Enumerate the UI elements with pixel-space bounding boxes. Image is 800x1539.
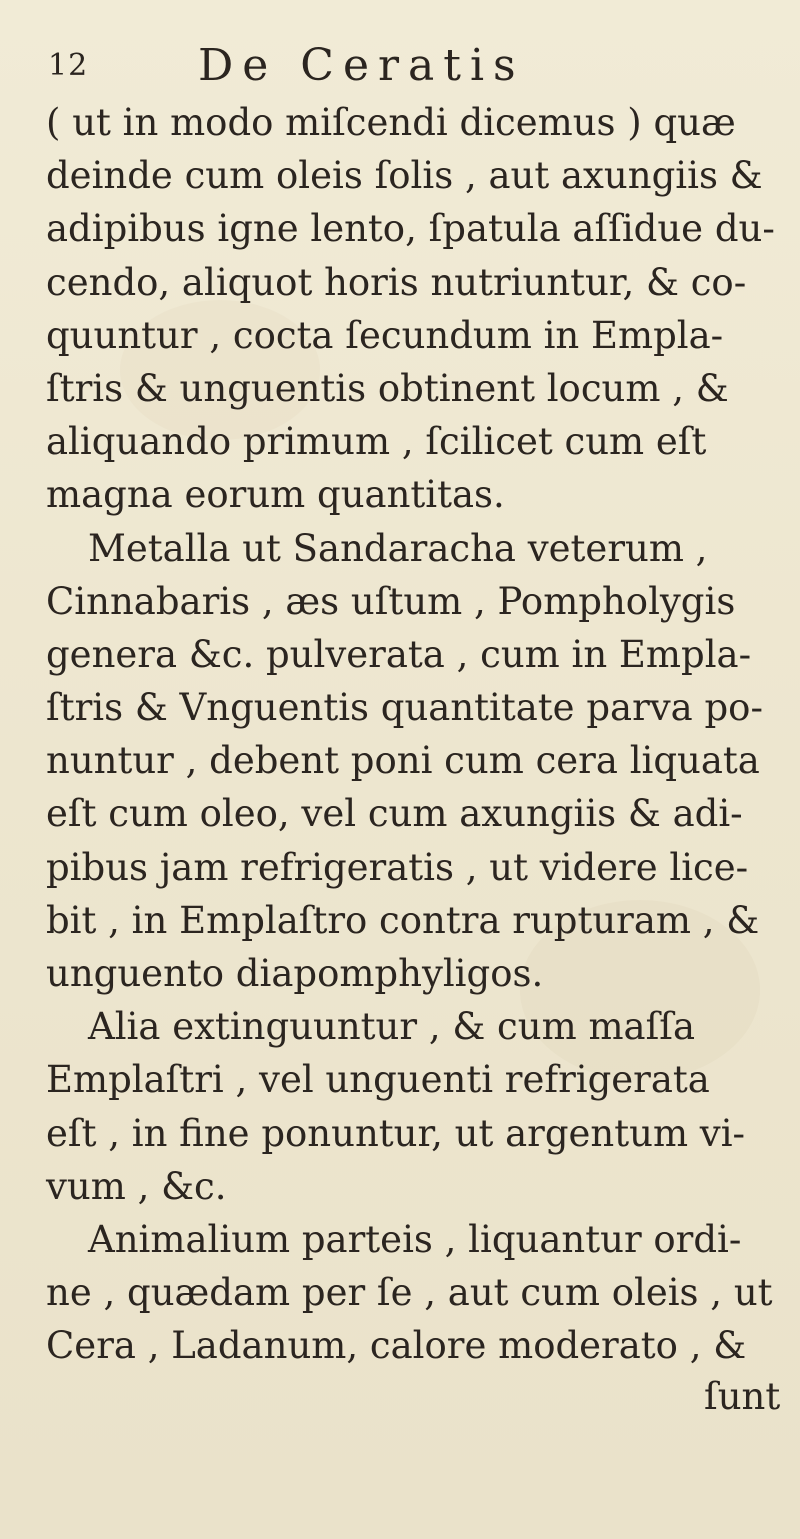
text-line: aliquando primum , ſcilicet cum eſt <box>46 420 707 464</box>
text-line: bit , in Emplaſtro contra rupturam , & <box>46 898 760 942</box>
text-line: ( ut in modo miſcendi dicemus ) quæ <box>46 101 736 144</box>
text-line: Cera , Ladanum, calore moderato , & <box>46 1324 747 1368</box>
running-title: De Ceratis <box>198 40 525 91</box>
page-number: 12 <box>48 48 89 83</box>
text-line: cendo, aliquot horis nutriuntur, & co- <box>46 260 747 304</box>
text-line: eſt , in fine ponuntur, ut argentum vi- <box>46 1111 746 1155</box>
text-line: quuntur , cocta ſecundum in Empla- <box>46 313 724 357</box>
text-line: genera &c. pulverata , cum in Empla- <box>46 632 752 676</box>
paragraph-start-line: Metalla ut Sandaracha veterum , <box>88 526 708 570</box>
text-line: magna eorum quantitas. <box>46 473 505 517</box>
text-line: nuntur , debent poni cum cera liquata <box>46 739 760 783</box>
text-line: Cinnabaris , æs uſtum , Pompholygis <box>46 579 736 623</box>
text-line: unguento diapomphyligos. <box>46 952 544 995</box>
page-header <box>48 42 768 92</box>
text-line: deinde cum oleis ſolis , aut axungiis & <box>46 154 763 198</box>
paragraph-start-line: Animalium parteis , liquantur ordi- <box>88 1217 742 1261</box>
body-text <box>46 96 776 1373</box>
catchword: ſunt <box>704 1375 781 1418</box>
text-line: ſtris & unguentis obtinent locum , & <box>46 366 729 410</box>
text-line: eſt cum oleo, vel cum axungiis & adi- <box>46 792 743 836</box>
text-line: pibus jam refrigeratis , ut videre lice- <box>46 845 749 889</box>
paragraph-start-line: Alia extinguuntur , & cum maſſa <box>88 1005 696 1049</box>
text-line: adipibus igne lento, ſpatula aſſidue du- <box>46 207 775 251</box>
text-line: ne , quædam per ſe , aut cum oleis , ut <box>46 1271 773 1315</box>
text-line: vum , &c. <box>46 1164 227 1208</box>
text-line: Emplaſtri , vel unguenti refrigerata <box>46 1058 710 1102</box>
text-line: ſtris & Vnguentis quantitate parva po- <box>46 686 763 730</box>
